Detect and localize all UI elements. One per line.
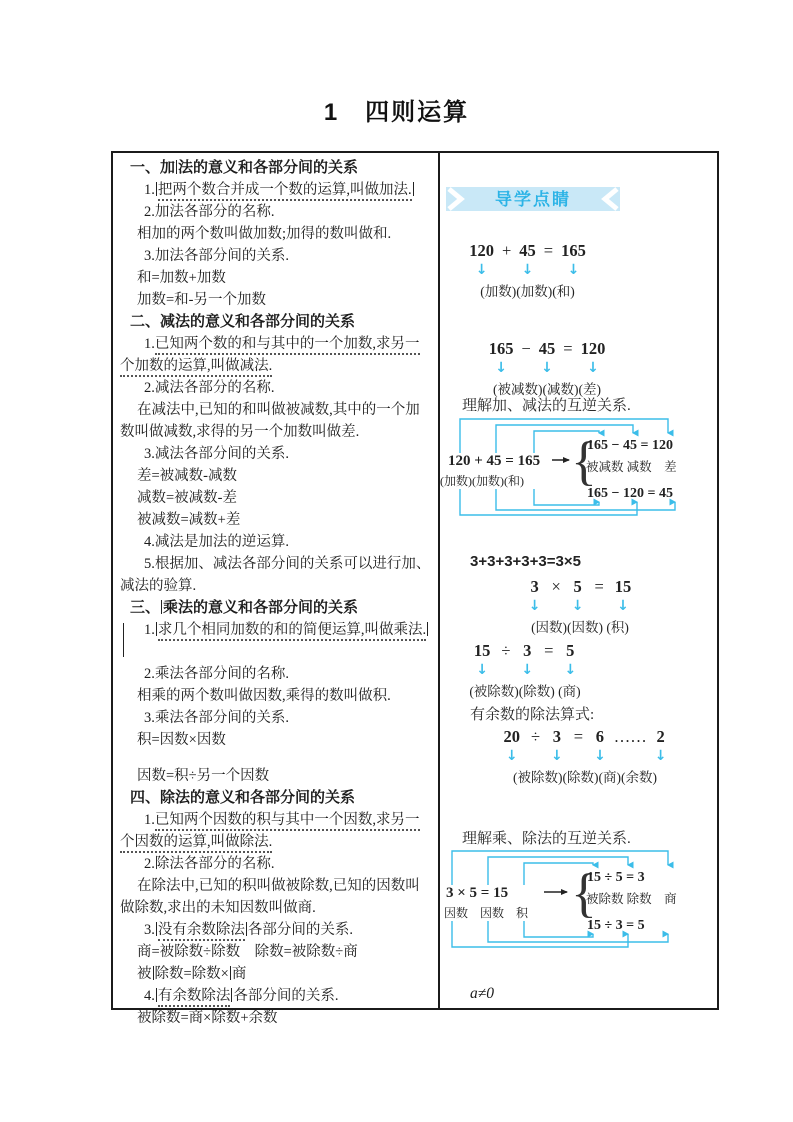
diagram-middle-labels: 被减数 减数 差 — [586, 460, 677, 474]
blank-line — [120, 751, 432, 765]
operator: + — [501, 241, 512, 260]
paragraph: 在减法中,已知的和叫做被减数,其中的一个加数叫做减数,求得的另一个加数叫做差. — [120, 402, 420, 440]
definition-text: 已知两个因数的积与其中一个因数,求另一个因数的运算,叫做除法. — [120, 812, 420, 853]
formula-text: 除数=除数× — [154, 966, 229, 982]
caret-mark — [156, 622, 157, 636]
diagram-bottom-equation: 165 − 120 = 45 — [587, 486, 673, 501]
connector-line — [524, 921, 593, 937]
diagram-inverse-addsub — [440, 413, 718, 517]
equation-row — [503, 727, 666, 765]
paragraph: 在除法中,已知的积叫做被除数,已知的因数叫做除数,求出的未知因数叫做商. — [120, 878, 420, 916]
operator: − — [521, 339, 531, 358]
diagram-left-equation: 120 + 45 = 165 — [448, 453, 541, 469]
down-arrow-icon — [615, 597, 632, 615]
down-arrow-icon — [564, 661, 576, 679]
equation-row — [474, 641, 576, 679]
operator: = — [573, 727, 584, 746]
diagram-left-equation: 3 × 5 = 15 — [446, 885, 509, 901]
definition-text: 已知两个数的和与其中的一个加数,求另一个加数的运算,叫做减法. — [120, 336, 420, 377]
paragraph — [120, 985, 432, 1007]
equation-labels: (被除数)(除数) (商) — [469, 684, 581, 699]
definition-text: 没有余数除法 — [158, 922, 245, 941]
repeated-addition-line: 3+3+3+3+3=3×5 — [470, 553, 581, 570]
equation-term: 165 — [561, 241, 586, 260]
banner-title: 导学点睛 — [495, 190, 571, 209]
paragraph — [120, 619, 432, 641]
formula-line — [120, 963, 432, 985]
inverse-muldiv-title: 理解乘、除法的互逆关系. — [462, 831, 631, 847]
caret-mark — [156, 922, 157, 936]
diagram-middle-labels: 被除数 除数 商 — [586, 892, 677, 906]
down-arrow-icon — [474, 661, 491, 679]
formula-line: 因数=积÷另一个因数 — [137, 768, 270, 784]
equation-labels: (被除数)(除数)(商)(余数) — [513, 770, 657, 785]
study-table — [111, 151, 719, 1026]
formula-text: 商 — [231, 966, 247, 982]
item-number: 3. — [144, 922, 155, 938]
equation-term: 6 — [595, 727, 605, 746]
operator: ÷ — [530, 727, 541, 746]
paragraph: 4.减法是加法的逆运算. — [144, 534, 289, 550]
equation-addition — [440, 241, 615, 300]
right-column — [440, 153, 717, 1008]
equation-term: 20 — [503, 727, 520, 746]
down-arrow-icon — [503, 747, 520, 765]
operator: = — [543, 241, 554, 260]
caret-mark — [176, 160, 177, 174]
blank-line — [120, 641, 432, 663]
equation-term: 120 — [580, 339, 606, 358]
paragraph: 2.加法各部分的名称. — [144, 204, 275, 220]
down-arrow-icon — [594, 747, 606, 765]
caret-mark — [153, 966, 154, 980]
equation-term: 3 — [530, 577, 539, 596]
operator: ÷ — [501, 641, 511, 660]
equation-term: 5 — [573, 577, 582, 596]
equation-row — [469, 241, 586, 279]
down-arrow-icon — [521, 661, 533, 679]
brace: { — [571, 431, 597, 491]
section-heading-division: 四、除法的意义和各部分间的关系 — [130, 789, 356, 806]
paragraph — [120, 333, 432, 377]
section-heading-subtraction: 二、减法的意义和各部分间的关系 — [130, 313, 356, 330]
formula-line: 被减数=减数+差 — [137, 512, 241, 528]
down-arrow-icon — [469, 261, 494, 279]
paragraph: 相乘的两个数叫做因数,乘得的数叫做积. — [137, 688, 391, 704]
paragraph: 2.减法各部分的名称. — [144, 380, 275, 396]
diagram-inverse-muldiv — [440, 845, 718, 949]
paragraph: 2.除法各部分的名称. — [144, 856, 275, 872]
equation-term: 3 — [552, 727, 561, 746]
equation-row — [489, 339, 606, 377]
formula-text: 被 — [137, 966, 152, 982]
heading-text: 一、加 — [130, 159, 176, 176]
item-number: 1. — [144, 336, 155, 352]
formula-line: 减数=被减数-差 — [137, 490, 238, 506]
equation-row — [529, 577, 632, 615]
heading-text: 三、 — [130, 599, 161, 616]
diagram-top-equation: 165 − 45 = 120 — [587, 438, 673, 453]
caret-mark — [246, 922, 247, 936]
paragraph — [120, 919, 432, 941]
formula-line: 差=被减数-减数 — [137, 468, 238, 484]
definition-text: 有余数除法 — [158, 988, 231, 1007]
operator: × — [551, 577, 561, 596]
down-arrow-icon — [489, 359, 514, 377]
equation-term: 15 — [614, 577, 632, 596]
down-arrow-icon — [581, 359, 606, 377]
paragraph: 5.根据加、减法各部分间的关系可以进行加、减法的验算. — [120, 556, 431, 594]
brace: { — [571, 863, 597, 923]
operator: = — [594, 577, 604, 596]
heading-text: 乘法的意义和各部分间的关系 — [163, 599, 359, 616]
equation-term: 45 — [519, 241, 536, 260]
caret-mark — [123, 623, 124, 657]
page-title: 1 四则运算 — [323, 99, 470, 126]
equation-division — [440, 641, 610, 700]
operator: …… — [613, 727, 647, 746]
down-arrow-icon — [551, 747, 563, 765]
paragraph — [120, 179, 432, 201]
left-column — [113, 153, 440, 1026]
equation-term: 15 — [473, 641, 491, 660]
equation-labels: (加数)(加数)(和) — [480, 284, 575, 299]
footnote: a≠0 — [470, 985, 495, 1002]
paragraph: 3.减法各部分间的关系. — [144, 446, 289, 462]
down-arrow-icon — [561, 261, 586, 279]
caret-mark — [413, 182, 414, 196]
formula-line: 商=被除数÷除数 除数=被除数÷商 — [137, 944, 358, 960]
item-number: 1. — [144, 182, 155, 198]
down-arrow-icon — [539, 359, 556, 377]
equation-division-remainder — [470, 727, 700, 786]
equation-labels: (因数)(因数) (积) — [531, 620, 629, 635]
paragraph: 2.乘法各部分间的名称. — [144, 666, 289, 682]
equation-term: 45 — [538, 339, 556, 358]
diagram-bottom-equation: 15 ÷ 3 = 5 — [587, 918, 645, 933]
item-number: 1. — [144, 812, 155, 828]
paragraph: 相加的两个数叫做加数;加得的数叫做和. — [137, 226, 392, 242]
paragraph: 3.乘法各部分间的关系. — [144, 710, 289, 726]
equation-multiplication — [500, 577, 660, 636]
equation-term: 5 — [566, 641, 575, 660]
item-number: 1. — [144, 622, 155, 638]
equation-term: 2 — [656, 727, 665, 746]
caret-mark — [230, 966, 231, 980]
section-heading-addition — [120, 157, 432, 179]
down-arrow-icon — [529, 597, 541, 615]
equation-subtraction — [452, 339, 642, 398]
operator: = — [544, 641, 554, 660]
formula-line: 和=加数+加数 — [137, 270, 226, 286]
section-heading-multiplication — [120, 597, 432, 619]
formula-line: 积=因数×因数 — [137, 732, 226, 748]
diagram-left-labels: 因数 因数 积 — [444, 906, 529, 920]
equation-term: 120 — [469, 241, 494, 260]
equation-labels: (被减数)(减数)(差) — [493, 382, 601, 397]
formula-line: 被除数=商×除数+余数 — [137, 1010, 278, 1026]
operator: = — [563, 339, 573, 358]
banner — [446, 183, 620, 215]
equation-term: 3 — [523, 641, 532, 660]
caret-mark — [427, 622, 428, 636]
definition-text: 把两个数合并成一个数的运算,叫做加法. — [158, 182, 412, 201]
caret-mark — [161, 600, 162, 614]
down-arrow-icon — [572, 597, 584, 615]
paragraph — [120, 809, 432, 853]
paragraph-text: 各部分间的关系. — [247, 922, 353, 938]
down-arrow-icon — [519, 261, 536, 279]
caret-mark — [156, 182, 157, 196]
diagram-left-labels: (加数)(加数)(和) — [440, 474, 524, 488]
remainder-division-title: 有余数的除法算式: — [470, 707, 595, 723]
equation-term: 165 — [488, 339, 514, 358]
inverse-addsub-title: 理解加、减法的互逆关系. — [462, 398, 631, 414]
paragraph-text: 各部分间的关系. — [233, 988, 339, 1004]
heading-text: 法的意义和各部分间的关系 — [178, 159, 359, 176]
formula-line: 加数=和-另一个加数 — [137, 292, 267, 308]
caret-mark — [156, 988, 157, 1002]
diagram-top-equation: 15 ÷ 5 = 3 — [587, 870, 645, 885]
definition-text: 求几个相同加数的和的简便运算,叫做乘法. — [158, 622, 426, 641]
item-number: 4. — [144, 988, 155, 1004]
paragraph: 3.加法各部分间的关系. — [144, 248, 289, 264]
down-arrow-icon — [655, 747, 667, 765]
